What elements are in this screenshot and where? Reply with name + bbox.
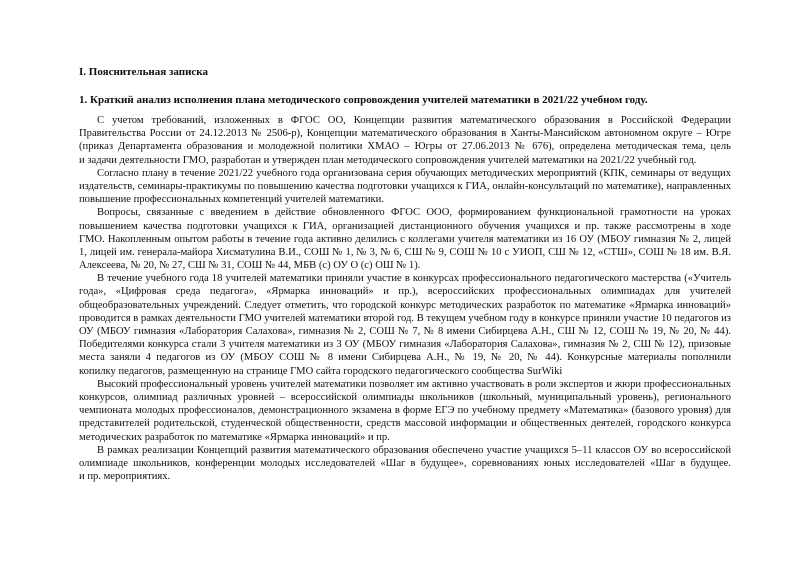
text-line: копилку педагогов, размещенную на странице ГМО сайта городского педагогического сообщества SurWiki xyxy=(79,365,563,377)
text-line: Вопросы, связанные с введением в действие обновленного ФГОС ООО, формированием функциональной грамотности на уроках xyxy=(97,207,731,219)
text-line: и пр. мероприятиях. xyxy=(79,471,171,483)
paragraph xyxy=(79,206,731,272)
text-line: места заняли 4 педагогов из ОУ (МБОУ СОШ № 8 имени Сибирцева А.Н., № 19, № 20, № 44). Конкурсные материалы пополнили xyxy=(79,352,731,364)
text-line: и задачи деятельности ГМО, разработан и утвержден план методического сопровождения учителей математики на 2021/22 учебный год. xyxy=(79,154,697,166)
text-line: Высокий профессиональный уровень учителей математики позволяет им активно участвовать в роли экспертов и жюри профессиональных xyxy=(97,378,731,390)
text-line: издательств, семинары-практикумы по повышению качества подготовки учащихся к ГИА, онлайн-консультаций по математике), направленных xyxy=(79,180,731,192)
text-line: повышение профессиональных компетенций учителей математики. xyxy=(79,194,384,206)
paragraph xyxy=(79,444,731,484)
text-line: В рамках реализации Концепций развития математического образования обеспечено участие учащихся 5–11 классов ОУ во всероссийской xyxy=(97,444,731,456)
text-line: ОУ (МБОУ гимназия «Лаборатория Салахова», гимназия № 2, СОШ № 7, № 8 имени Сибирцева А.Н., СШ № 12, СОШ № 19, № 20, № 44). xyxy=(79,326,731,337)
text-line: года», «Цифровая среда педагога», «Ярмарка инноваций» и пр.), всероссийских профессиональных олимпиадах для учителей xyxy=(79,286,731,298)
text-line: Правительства России от 24.12.2013 № 2506-р), Концепции математического образования в Ханты-Мансийском автономном округе – Югре xyxy=(79,128,731,140)
text-line: повышением качества подготовки учащихся к ГИА, организацией дистанционного обучения учащихся и пр. также рассмотрены в ходе xyxy=(79,220,731,232)
text-line: методических разработок по математике «Ярмарка инноваций» и пр. xyxy=(79,431,390,443)
paragraph xyxy=(79,114,731,167)
text-line: Согласно плану в течение 2021/22 учебного года организована серия обучающих методических мероприятий (КПК, семинары от ведущих xyxy=(97,167,731,179)
text-line: (приказ Департамента образования и молодежной политики ХМАО – Югры от 27.06.2013 № 676), определена методическая тема, цель xyxy=(79,141,731,153)
paragraph xyxy=(79,272,731,378)
paragraph xyxy=(79,167,731,207)
text-line: чемпионата молодых профессионалов, демонстрационного экзамена в форме ЕГЭ по учебному предмету «Математика» (базового уровня) для xyxy=(79,405,731,417)
document-body xyxy=(79,114,731,483)
text-line: В течение учебного года 18 учителей математики приняли участие в конкурсах профессионального педагогического мастерства («Учитель xyxy=(97,273,731,285)
paragraph xyxy=(79,378,731,444)
text-line: Победителями конкурса стали 3 учителя математики из 3 ОУ (МБОУ гимназия «Лаборатория Салахова», гимназия № 2, СШ № 12), призовые xyxy=(79,339,731,351)
section-title: I. Пояснительная записка xyxy=(79,66,208,78)
text-line: 1, лицей им. генерала-майора Хисматулина В.И., СОШ № 1, № 3, № 6, СШ № 9, СОШ № 10 с УИОП, СШ № 12, «СТШ», СОШ № 18 им. В.Я. xyxy=(79,246,731,258)
text-line: представителей родительской, студенческой общественности, средств массовой информации и общественных деятелей, городского конкурса xyxy=(79,418,731,430)
text-line: конкурсов, олимпиад различных уровней – всероссийской олимпиады школьников (школьный, муниципальный уровень), регионального xyxy=(79,391,731,403)
subsection-title: 1. Краткий анализ исполнения плана методического сопровождения учителей математики в 2021/22 учебном году. xyxy=(79,94,648,106)
text-line: ГМО. Накопленным опытом работы в течение года активно делились с коллегами учителя математики из 16 ОУ (МБОУ гимназия № 2, лицей xyxy=(79,233,731,245)
text-line: общеобразовательных учреждений. Следует отметить, что городской конкурс методических разработок по математике «Ярмарка инноваций» xyxy=(79,299,731,311)
text-line: Алексеева, № 20, № 27, СШ № 31, СОШ № 44, МБВ (с) ОУ О (с) ОШ № 1). xyxy=(79,260,421,272)
text-line: олимпиаде школьников, конференции молодых исследователей «Шаг в будущее», соревнованиях юных исследователей «Шаг в будущее. xyxy=(79,457,731,469)
text-line: С учетом требований, изложенных в ФГОС ОО, Концепции развития математического образования в Российской Федерации xyxy=(97,115,731,126)
text-line: проводится в рамках деятельности ГМО учителей математики второй год. В текущем учебном году в конкурсе приняли участие 10 педагогов из xyxy=(79,312,731,324)
